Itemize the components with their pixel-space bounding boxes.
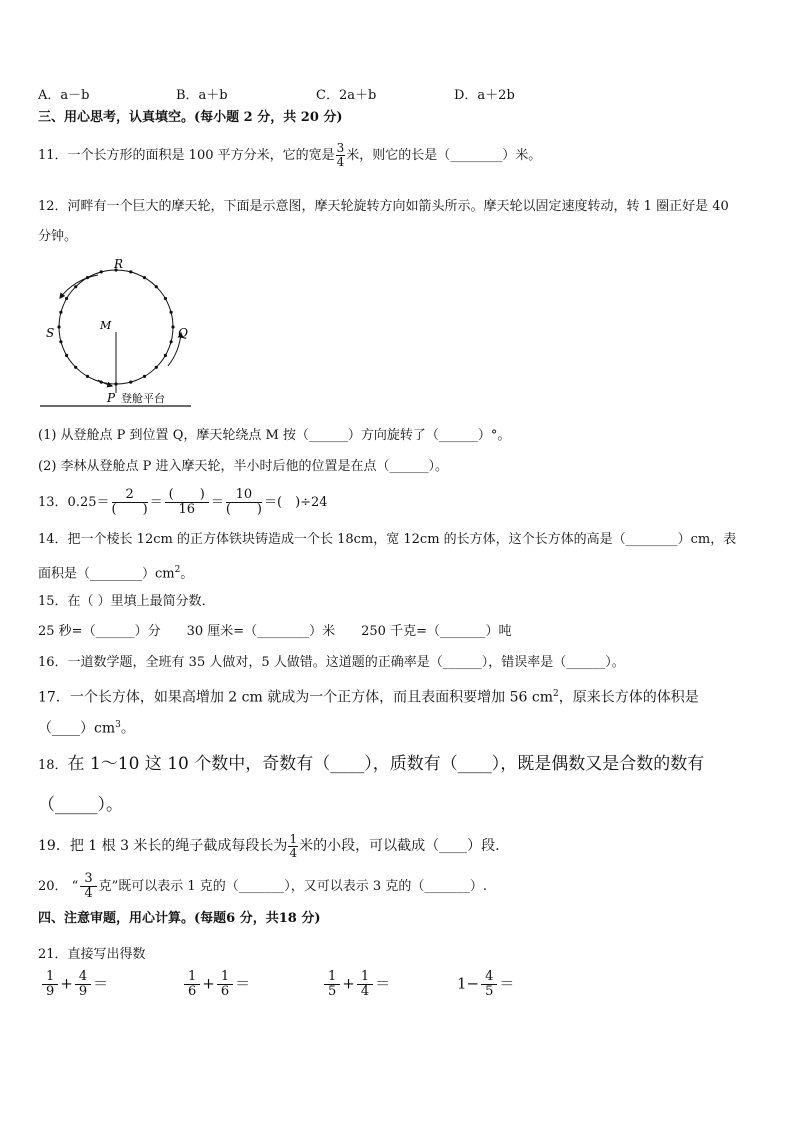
q18-text: 在 1～10 这 10 个数中，奇数有（____），质数有（____），既是偶数又是合数的数有	[67, 754, 705, 774]
wheel-cabin-dot	[143, 276, 146, 279]
wheel-cabin-dot	[164, 354, 167, 357]
question-13	[38, 488, 328, 518]
q20-text-post: 克”既可以表示 1 克的（_______），又可以表示 3 克的（_______）.	[98, 879, 487, 894]
q11-text-pre: 11．一个长方形的面积是 100 平方分米，它的宽是	[38, 148, 335, 163]
q13-fraction-1	[112, 488, 148, 517]
question-17-line1	[38, 686, 699, 706]
calc-1-fraction-b	[75, 970, 91, 999]
calc-3-operator: +	[342, 974, 355, 993]
question-19	[38, 832, 500, 860]
question-14-line1: 14．把一个棱长 12cm 的正方体铁块铸造成一个长 18cm，宽 12cm 的长方体，这个长方体的高是（________）cm，表	[38, 532, 737, 547]
calc-2-equals: ＝	[235, 974, 251, 993]
wheel-cabin-dot	[170, 340, 173, 343]
option-b: B．a＋b	[176, 88, 228, 103]
wheel-cabin-dot	[74, 285, 77, 288]
question-12-line2: 分钟。	[38, 229, 78, 244]
question-12-sub1: (1) 从登舱点 P 到位置 Q，摩天轮绕点 M 按（______）方向旋转了（______）°。	[38, 428, 511, 443]
q13-f2-numerator: ( )	[165, 488, 209, 503]
wheel-cabin-dot	[171, 325, 174, 328]
q11-numerator: 3	[336, 141, 345, 155]
calc-4-b-numerator: 4	[481, 970, 497, 985]
calc-3-b-denominator: 4	[360, 984, 370, 999]
calc-2-fraction-b	[217, 970, 233, 999]
calc-3-fraction-b	[357, 970, 373, 999]
section-3-heading: 三、用心思考，认真填空。(每小题 2 分，共 20 分)	[38, 110, 343, 125]
question-18-line1	[38, 753, 704, 777]
calc-2-a-numerator: 1	[184, 970, 200, 985]
wheel-cabin-dot	[155, 366, 158, 369]
q17-text-b: ，原来长方体的体积是	[558, 689, 699, 706]
wheel-cabin-dot	[57, 325, 60, 328]
q11-fraction	[336, 142, 346, 169]
q11-text-post: 米，则它的长是（________）米。	[346, 148, 542, 163]
q13-equals-1: ＝	[149, 495, 163, 510]
q18-number: 18．	[38, 758, 68, 773]
wheel-cabin-dot	[155, 285, 158, 288]
wheel-cabin-dot	[100, 270, 103, 273]
calc-4-equals: ＝	[499, 974, 515, 993]
calc-2-operator: +	[202, 974, 215, 993]
calc-item-2	[182, 970, 250, 999]
calc-1-fraction-a	[42, 970, 58, 999]
q20-numerator: 3	[80, 872, 96, 887]
question-12-line1: 12．河畔有一个巨大的摩天轮，下面是示意图，摩天轮旋转方向如箭头所示。摩天轮以固定速度转动，转 1 圈正好是 40	[38, 199, 729, 214]
q13-pre: 13．0.25＝	[38, 495, 110, 510]
calc-1-b-denominator: 9	[78, 984, 88, 999]
wheel-cabin-dot	[129, 270, 132, 273]
option-d: D．a＋2b	[454, 88, 515, 103]
calc-2-b-numerator: 1	[217, 970, 233, 985]
q19-fraction	[288, 833, 298, 860]
calc-4-operator: −	[466, 974, 480, 993]
q13-fraction-3	[226, 488, 262, 517]
question-12-sub2: (2) 李林从登舱点 P 进入摩天轮，半小时后他的位置是在点（______）。	[38, 459, 449, 474]
q11-denominator: 4	[336, 155, 345, 169]
wheel-cabin-dot	[59, 340, 62, 343]
calc-3-a-denominator: 5	[328, 984, 337, 999]
wheel-cabin-dot	[74, 366, 77, 369]
wheel-cabin-dot	[143, 375, 146, 378]
q19-text-post: 米的小段，可以截成（____）段.	[299, 838, 500, 854]
question-17-line2	[38, 717, 135, 737]
q13-f3-numerator: 10	[226, 488, 262, 503]
wheel-cabin-dot	[170, 311, 173, 314]
q14-superscript: 2	[174, 565, 181, 575]
label-r: R	[114, 258, 124, 271]
calc-2-fraction-a	[184, 970, 200, 999]
q19-denominator: 4	[289, 845, 298, 860]
question-15-line1: 15．在（ ）里填上最简分数．	[38, 594, 215, 609]
q13-f3-denominator: ( )	[225, 502, 262, 517]
label-platform: 登舱平台	[121, 392, 165, 405]
question-21-title: 21．直接写出得数	[38, 947, 146, 962]
calc-4-fraction-b	[481, 970, 497, 999]
calc-3-fraction-a	[324, 970, 340, 999]
label-q: Q	[178, 326, 188, 340]
q19-numerator: 1	[289, 831, 298, 846]
rotation-arrow-top	[60, 275, 98, 298]
q13-equals-2: ＝	[210, 495, 224, 510]
wheel-cabin-dot	[65, 297, 68, 300]
question-20	[38, 872, 487, 902]
q17-line2-text: （____）cm	[38, 720, 116, 737]
wheel-cabin-dot	[59, 311, 62, 314]
q20-text-pre: 20． “	[38, 879, 79, 894]
ferris-wheel-diagram	[38, 258, 198, 410]
q13-post: ＝( )÷24	[264, 495, 328, 510]
q13-f1-denominator: ( )	[111, 502, 148, 517]
q19-text-pre: 19．把 1 根 3 米长的绳子截成每段长为	[38, 838, 288, 854]
calc-4-b-denominator: 5	[485, 984, 494, 999]
calc-item-3	[322, 970, 390, 999]
section-4-heading: 四、注意审题，用心计算。(每题6 分，共18 分)	[38, 911, 321, 926]
question-16: 16．一道数学题，全班有 35 人做对，5 人做错。这道题的正确率是（______），错误率是（______）。	[38, 655, 625, 670]
q14-line2-text: 面积是（________）cm	[38, 566, 175, 582]
q17-superscript-2: 3	[115, 720, 121, 730]
option-a: A．a－b	[38, 88, 90, 103]
calc-1-operator: +	[60, 974, 73, 993]
question-15-line2: 25 秒=（______）分 30 厘米=（________）米 250 千克=（_______）吨	[38, 624, 512, 639]
q17-superscript-1: 2	[553, 689, 559, 699]
wheel-cabin-dot	[65, 354, 68, 357]
label-m: M	[100, 319, 112, 332]
q20-fraction	[80, 872, 96, 901]
calc-3-b-numerator: 1	[357, 970, 373, 985]
option-c: C．2a＋b	[316, 88, 377, 103]
calc-2-b-denominator: 6	[220, 984, 230, 999]
wheel-cabin-dot	[129, 381, 132, 384]
calc-3-equals: ＝	[375, 974, 391, 993]
wheel-cabin-dot	[164, 297, 167, 300]
q14-line2-end: 。	[180, 566, 194, 582]
calc-1-a-denominator: 9	[46, 984, 55, 999]
question-11	[38, 142, 541, 169]
q17-text-a: 17．一个长方体，如果高增加 2 cm 就成为一个正方体，而且表面积要增加 56 cm	[38, 689, 554, 706]
calc-4-whole: 1	[457, 974, 467, 993]
q13-fraction-2	[165, 488, 209, 517]
question-14-line2	[38, 562, 193, 582]
calc-1-equals: ＝	[93, 974, 109, 993]
calc-1-a-numerator: 1	[42, 970, 58, 985]
question-18-line2: （_____）。	[38, 795, 123, 815]
q17-line2-end: 。	[120, 720, 135, 737]
calc-item-1	[40, 970, 108, 999]
label-p: P	[107, 391, 116, 405]
label-s: S	[46, 326, 55, 340]
wheel-cabin-dot	[86, 375, 89, 378]
calc-1-b-numerator: 4	[75, 970, 91, 985]
calc-3-a-numerator: 1	[324, 970, 340, 985]
calc-2-a-denominator: 6	[188, 984, 197, 999]
q20-denominator: 4	[84, 886, 93, 901]
q13-f2-denominator: 16	[178, 502, 196, 517]
q13-f1-numerator: 2	[112, 488, 148, 503]
calc-item-4	[457, 970, 514, 999]
